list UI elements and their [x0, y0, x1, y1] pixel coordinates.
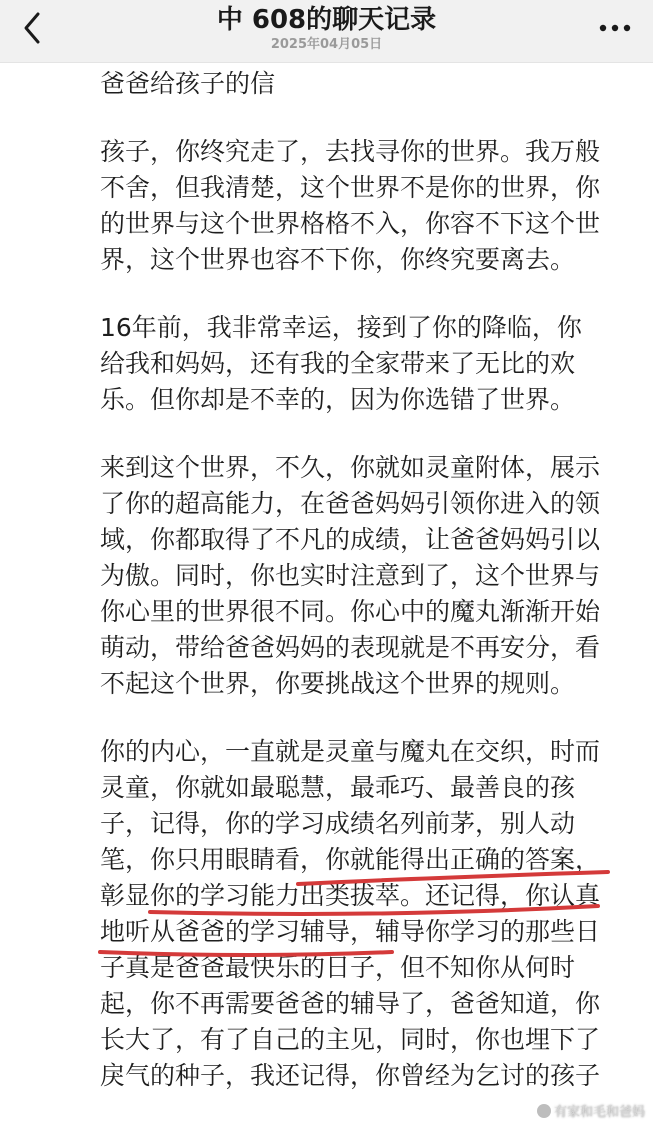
text-line: 界，这个世界也容不下你，你终究要离去。	[100, 245, 576, 274]
text-line: 你心里的世界很不同。你心中的魔丸渐渐开始	[100, 597, 601, 626]
text-line: 笔，你只用眼睛看，你就能得出正确的答案，	[100, 845, 601, 874]
text-line: 灵童，你就如最聪慧，最乖巧、最善良的孩	[100, 773, 576, 802]
text-line: 地听从爸爸的学习辅导，辅导你学习的那些日	[100, 917, 601, 946]
page-title: 中 608的聊天记录	[216, 5, 437, 35]
text-line: 子真是爸爸最快乐的日子，但不知你从何时	[100, 953, 576, 982]
text-line: 不舍，但我清楚，这个世界不是你的世界，你	[100, 173, 601, 202]
record-date: 2025年04月05日	[270, 37, 383, 52]
text-line: 萌动，带给爸爸妈妈的表现就是不再安分，看	[100, 633, 601, 662]
text-line: 乐。但你却是不幸的，因为你选错了世界。	[100, 385, 576, 414]
more-button[interactable]	[595, 16, 635, 40]
text-line: 给我和妈妈，还有我的全家带来了无比的欢	[100, 349, 576, 378]
letter-paragraph-4	[100, 734, 640, 1094]
watermark-logo-icon	[537, 1104, 551, 1118]
text-line: 起，你不再需要爸爸的辅导了，爸爸知道，你	[100, 989, 601, 1018]
letter-content	[100, 62, 640, 1094]
watermark	[537, 1101, 645, 1120]
text-line: 孩子，你终究走了，去找寻你的世界。我万般	[100, 137, 601, 166]
watermark-text: 有家和毛和爸妈	[553, 1105, 645, 1120]
text-line: 你的内心，一直就是灵童与魔丸在交织，时而	[100, 737, 601, 766]
text-line: 16年前，我非常幸运，接到了你的降临，你	[100, 313, 582, 342]
text-line: 了你的超高能力，在爸爸妈妈引领你进入的领	[100, 489, 601, 518]
text-line: 来到这个世界，不久，你就如灵童附体，展示	[100, 453, 601, 482]
text-line: 彰显你的学习能力出类拔萃。还记得，你认真	[100, 881, 601, 910]
text-line: 为傲。同时，你也实时注意到了，这个世界与	[100, 561, 601, 590]
chat-record-header	[0, 0, 653, 63]
text-line: 不起这个世界，你要挑战这个世界的规则。	[100, 669, 576, 698]
letter-paragraph-2	[100, 310, 640, 418]
text-line: 的世界与这个世界格格不入，你容不下这个世	[100, 209, 601, 238]
text-line: 子，记得，你的学习成绩名列前茅，别人动	[100, 809, 576, 838]
more-dots-icon	[595, 16, 635, 40]
letter-paragraph-3	[100, 450, 640, 702]
text-line: 域，你都取得了不凡的成绩，让爸爸妈妈引以	[100, 525, 601, 554]
letter-title: 爸爸给孩子的信	[100, 69, 276, 98]
letter-paragraph-1	[100, 134, 640, 278]
text-line: 戾气的种子，我还记得，你曾经为乞讨的孩子	[100, 1061, 601, 1090]
text-line: 长大了，有了自己的主见，同时，你也埋下了	[100, 1025, 601, 1054]
